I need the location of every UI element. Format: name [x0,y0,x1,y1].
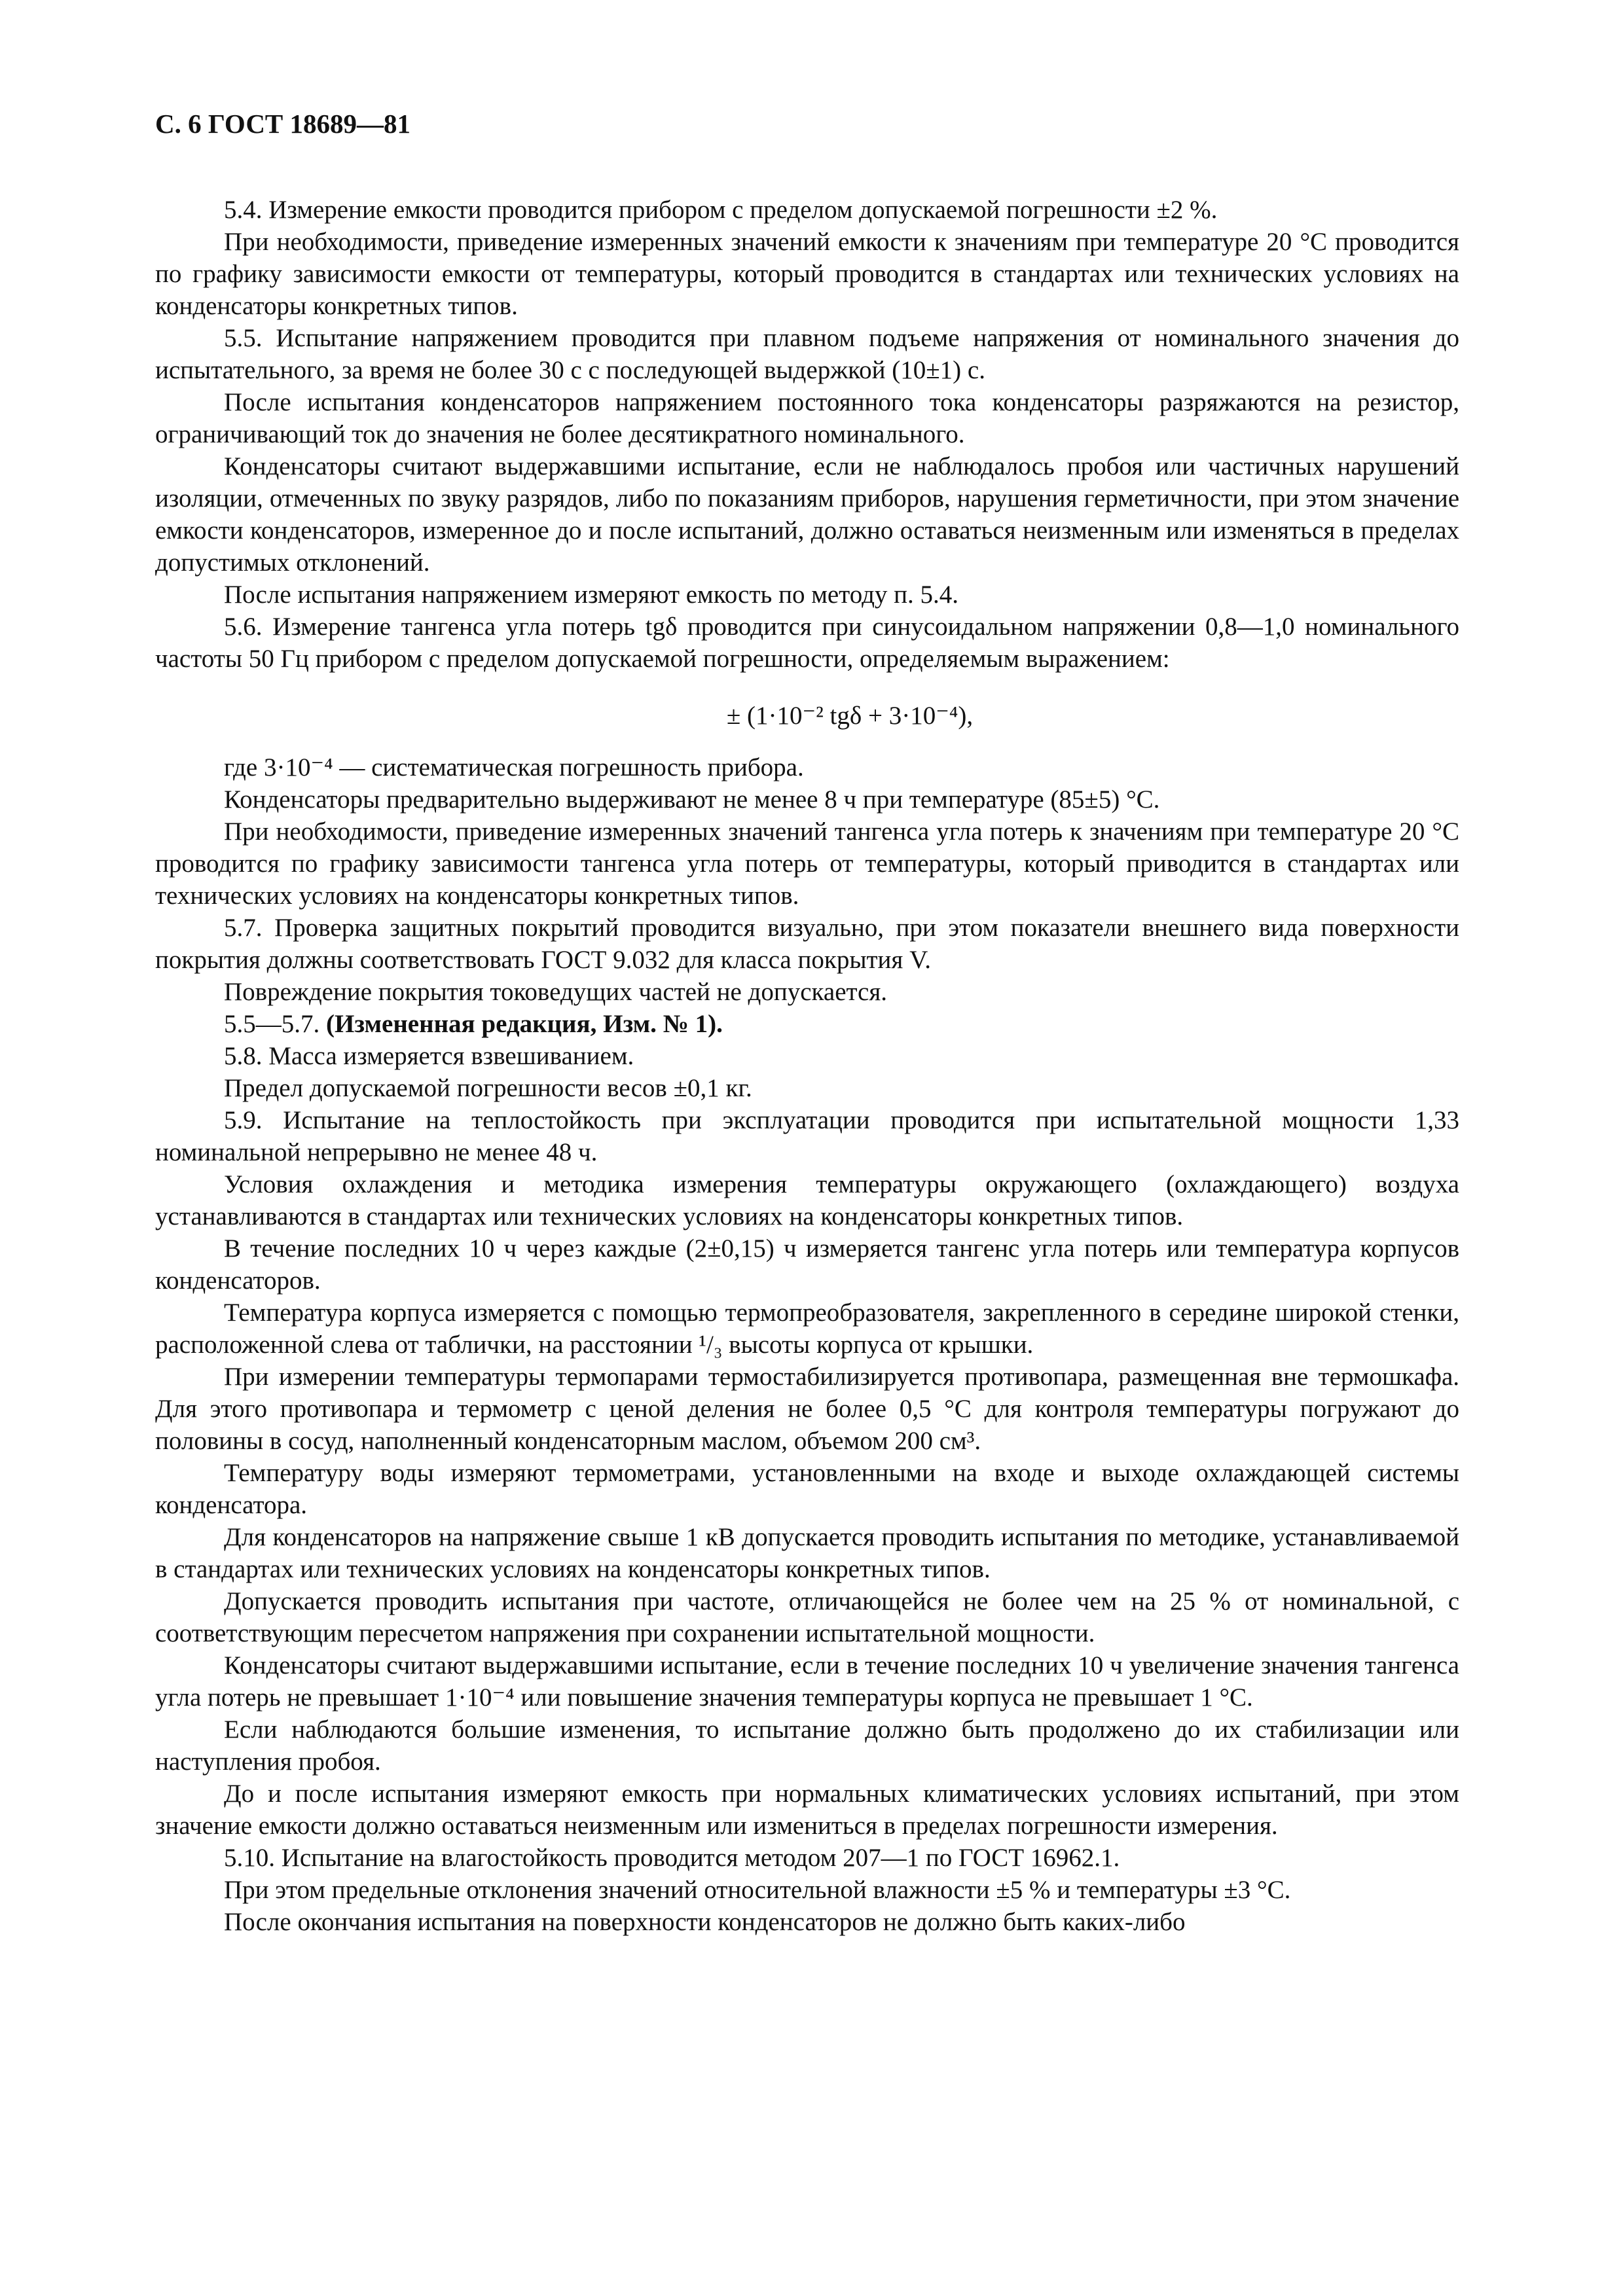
paragraph: 5.6. Измерение тангенса угла потерь tgδ проводится при синусоидальном напряжении 0,8—1,0 номинального частоты 50 Гц прибором с пределом допускаемой погрешности, определяемым выражением: [155,613,1459,673]
paragraph: При измерении температуры термопарами термостабилизируется противопара, размещенная вне термошкафа. Для этого противопара и термометр с ценой деления не более 0,5 °С для контроля температуры погружают до половины в сосуд, наполненный конденсаторным маслом, объемом 200 см³. [155,1363,1459,1455]
paragraph: Если наблюдаются большие изменения, то испытание должно быть продолжено до их стабилизации или наступления пробоя. [155,1715,1459,1776]
paragraph: Конденсаторы считают выдержавшими испытание, если не наблюдалось пробоя или частичных нарушений изоляции, отмеченных по звуку разрядов, либо по показаниям приборов, нарушения герметичности, при этом значение емкости конденсаторов, измеренное до и после испытаний, должно оставаться неизменным или изменяться в пределах допустимых отклонений. [155,452,1459,577]
amendment-text: (Измененная редакция, Изм. № 1). [326,1010,723,1038]
paragraph: После испытания конденсаторов напряжением постоянного тока конденсаторы разряжаются на резистор, ограничивающий ток до значения не более десятикратного номинального. [155,388,1459,448]
paragraph: В течение последних 10 ч через каждые (2±0,15) ч измеряется тангенс угла потерь или температура корпусов конденсаторов. [155,1234,1459,1295]
paragraph: 5.4. Измерение емкости проводится прибором с пределом допускаемой погрешности ±2 %. [224,196,1218,224]
paragraph: 5.10. Испытание на влагостойкость проводится методом 207—1 по ГОСТ 16962.1. [224,1844,1120,1872]
paragraph: При необходимости, приведение измеренных значений емкости к значениям при температуре 20 °С проводится по графику зависимости емкости от температуры, который проводится в стандартах или технических условиях на конденсаторы конкретных типов. [155,228,1459,320]
paragraph: До и после испытания измеряют емкость при нормальных климатических условиях испытаний, при этом значение емкости должно оставаться неизменным или измениться в пределах погрешности измерения. [155,1780,1459,1840]
paragraph: Температура корпуса измеряется с помощью термопреобразователя, закрепленного в середине широкой стенки, расположенной слева от таблички, на расстоянии ¹/₃ высоты корпуса от крышки. [155,1299,1459,1359]
paragraph: При необходимости, приведение измеренных значений тангенса угла потерь к значениям при температуре 20 °С проводится по графику зависимости тангенса угла потерь от температуры, который приводится в стандартах или технических условиях на конденсаторы конкретных типов. [155,817,1459,910]
paragraph: Предел допускаемой погрешности весов ±0,1 кг. [224,1074,752,1102]
amendment-note [155,1008,1459,1040]
paragraph: После испытания напряжением измеряют емкость по методу п. 5.4. [224,581,959,609]
paragraph: При этом предельные отклонения значений относительной влажности ±5 % и температуры ±3 °С. [224,1876,1291,1904]
paragraph: Температуру воды измеряют термометрами, установленными на входе и выходе охлаждающей системы конденсатора. [155,1459,1459,1519]
amendment-prefix: 5.5—5.7. [224,1010,326,1038]
paragraph: 5.8. Масса измеряется взвешиванием. [224,1042,634,1070]
paragraph: Повреждение покрытия токоведущих частей не допускается. [224,978,888,1006]
paragraph: Условия охлаждения и методика измерения температуры окружающего (охлаждающего) воздуха устанавливаются в стандартах или технических условиях на конденсаторы конкретных типов. [155,1170,1459,1230]
paragraph: 5.7. Проверка защитных покрытий проводится визуально, при этом показатели внешнего вида поверхности покрытия должны соответствовать ГОСТ 9.032 для класса покрытия V. [155,914,1459,974]
paragraph: где 3·10⁻⁴ — систематическая погрешность прибора. [224,753,804,781]
paragraph: Для конденсаторов на напряжение свыше 1 кВ допускается проводить испытания по методике, устанавливаемой в стандартах или технических условиях на конденсаторы конкретных типов. [155,1523,1459,1583]
formula: ± (1·10⁻² tgδ + 3·10⁻⁴), [726,702,974,730]
paragraph: После окончания испытания на поверхности конденсаторов не должно быть каких-либо [224,1908,1186,1936]
paragraph: Допускается проводить испытания при частоте, отличающейся не более чем на 25 % от номинальной, с соответствующим пересчетом напряжения при сохранении испытательной мощности. [155,1587,1459,1647]
paragraph: Конденсаторы считают выдержавшими испытание, если в течение последних 10 ч увеличение значения тангенса угла потерь не превышает 1·10⁻⁴ или повышение значения температуры корпуса не превышает 1 °С. [155,1651,1459,1712]
paragraph: Конденсаторы предварительно выдерживают не менее 8 ч при температуре (85±5) °С. [224,785,1160,814]
paragraph: 5.9. Испытание на теплостойкость при эксплуатации проводится при испытательной мощности 1,33 номинальной непрерывно не менее 48 ч. [155,1106,1459,1166]
paragraph: 5.5. Испытание напряжением проводится при плавном подъеме напряжения от номинального значения до испытательного, за время не более 30 с с последующей выдержкой (10±1) с. [155,324,1459,384]
page-header: С. 6 ГОСТ 18689—81 [155,109,411,139]
